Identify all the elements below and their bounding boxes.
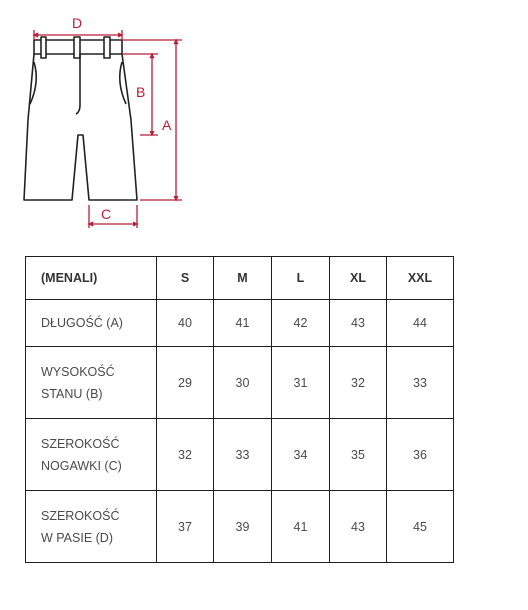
table-cell: 31	[272, 347, 330, 419]
header-cell-s: S	[157, 257, 214, 300]
table-cell: 44	[387, 300, 454, 347]
belt-loop-left	[41, 37, 46, 58]
row-label: SZEROKOŚĆ NOGAWKI (C)	[26, 419, 157, 491]
table-cell: 34	[272, 419, 330, 491]
table-cell: 30	[214, 347, 272, 419]
table-cell: 45	[387, 491, 454, 563]
table-cell: 33	[214, 419, 272, 491]
table-row	[26, 419, 454, 491]
table-header-row	[26, 257, 454, 300]
table-cell: 40	[157, 300, 214, 347]
row-label: WYSOKOŚĆ STANU (B)	[26, 347, 157, 419]
table-cell: 35	[330, 419, 387, 491]
dim-label-b: B	[136, 84, 146, 100]
table-cell: 41	[272, 491, 330, 563]
table-cell: 43	[330, 300, 387, 347]
header-cell-xxl: XXL	[387, 257, 454, 300]
dim-label-a: A	[162, 117, 172, 133]
pocket-right	[120, 62, 126, 104]
header-cell-m: M	[214, 257, 272, 300]
table-cell: 39	[214, 491, 272, 563]
dimensions	[34, 30, 182, 228]
dim-label-d: D	[72, 15, 83, 31]
table-row	[26, 491, 454, 563]
row-label: SZEROKOŚĆ W PASIE (D)	[26, 491, 157, 563]
table-cell: 33	[387, 347, 454, 419]
fly-line	[76, 54, 80, 114]
table-cell: 43	[330, 491, 387, 563]
table-row	[26, 347, 454, 419]
table-cell: 32	[157, 419, 214, 491]
table-cell: 41	[214, 300, 272, 347]
row-label: DŁUGOŚĆ (A)	[26, 300, 157, 347]
dim-label-c: C	[101, 206, 112, 222]
header-cell-l: L	[272, 257, 330, 300]
table-cell: 29	[157, 347, 214, 419]
shorts-outline	[24, 37, 137, 200]
shorts-diagram	[0, 0, 528, 240]
table-cell: 36	[387, 419, 454, 491]
belt-loop-center	[74, 37, 80, 58]
table-cell: 42	[272, 300, 330, 347]
size-chart-table	[25, 256, 454, 563]
header-cell-model: (MENALI)	[26, 257, 157, 300]
belt-loop-right	[104, 37, 110, 58]
table-cell: 37	[157, 491, 214, 563]
header-cell-xl: XL	[330, 257, 387, 300]
table-row	[26, 300, 454, 347]
table-cell: 32	[330, 347, 387, 419]
